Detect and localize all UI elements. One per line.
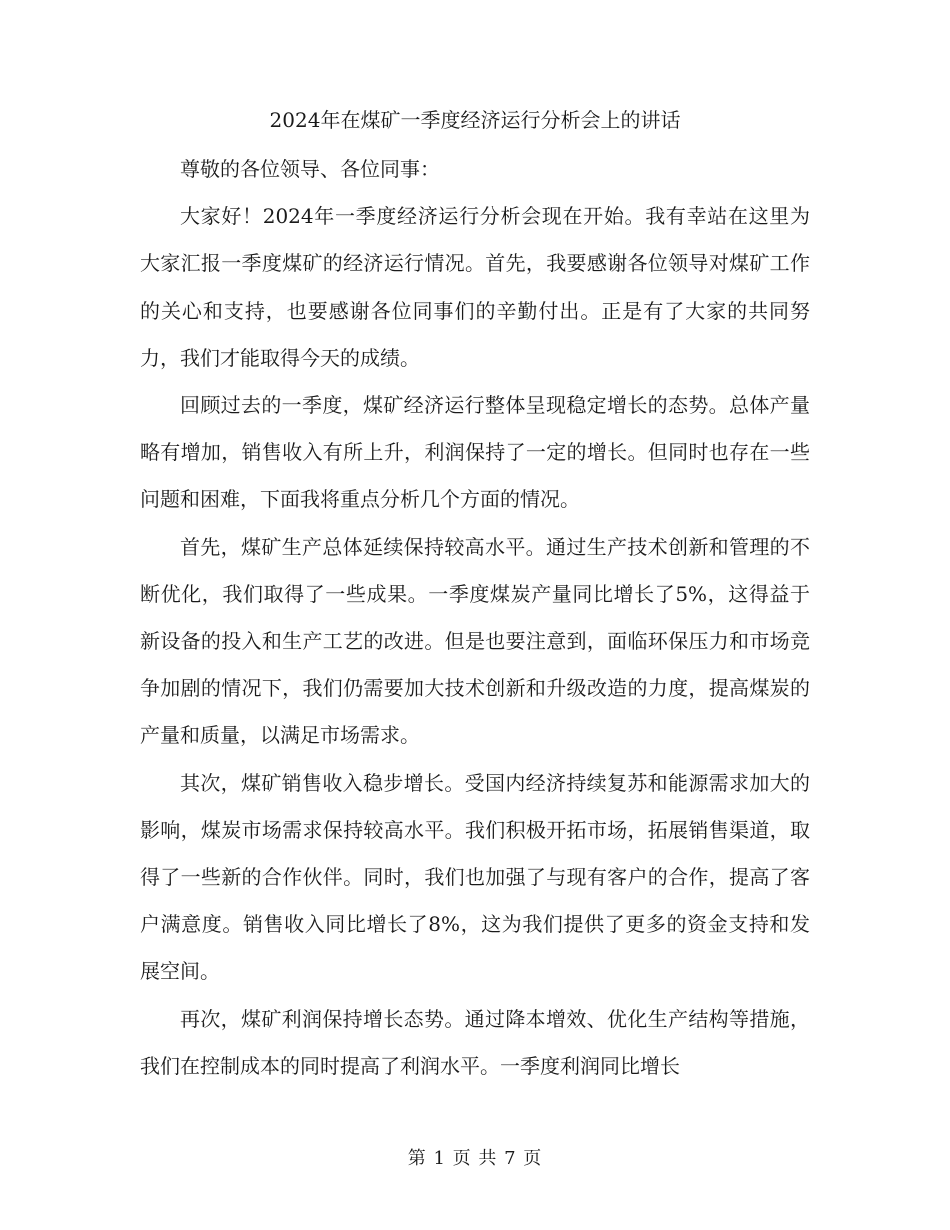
paragraph-greeting: 大家好！2024年一季度经济运行分析会现在开始。我有幸站在这里为大家汇报一季度煤矿的经济运行情况。首先，我要感谢各位领导对煤矿工作的关心和支持，也要感谢各位同事们的辛勤付出。正是有了大家的共同努力，我们才能取得今天的成绩。 [140,204,810,370]
document-body [140,146,810,1090]
paragraph-production: 首先，煤矿生产总体延续保持较高水平。通过生产技术创新和管理的不断优化，我们取得了一些成果。一季度煤炭产量同比增长了5%，这得益于新设备的投入和生产工艺的改进。但是也要注意到，面临环保压力和市场竞争加剧的情况下，我们仍需要加大技术创新和升级改造的力度，提高煤炭的产量和质量，以满足市场需求。 [140,534,810,748]
document-title: 2024年在煤矿一季度经济运行分析会上的讲话 [269,108,681,132]
salutation: 尊敬的各位领导、各位同事： [180,157,440,181]
paragraph-sales: 其次，煤矿销售收入稳步增长。受国内经济持续复苏和能源需求加大的影响，煤炭市场需求保持较高水平。我们积极开拓市场，拓展销售渠道，取得了一些新的合作伙伴。同时，我们也加强了与现有客户的合作，提高了客户满意度。销售收入同比增长了8%，这为我们提供了更多的资金支持和发展空间。 [140,770,810,984]
page-number-footer: 第 1 页 共 7 页 [407,1148,543,1169]
paragraph-review: 回顾过去的一季度，煤矿经济运行整体呈现稳定增长的态势。总体产量略有增加，销售收入有所上升，利润保持了一定的增长。但同时也存在一些问题和困难，下面我将重点分析几个方面的情况。 [140,393,810,512]
paragraph-profit: 再次，煤矿利润保持增长态势。通过降本增效、优化生产结构等措施，我们在控制成本的同时提高了利润水平。一季度利润同比增长 [140,1006,810,1078]
